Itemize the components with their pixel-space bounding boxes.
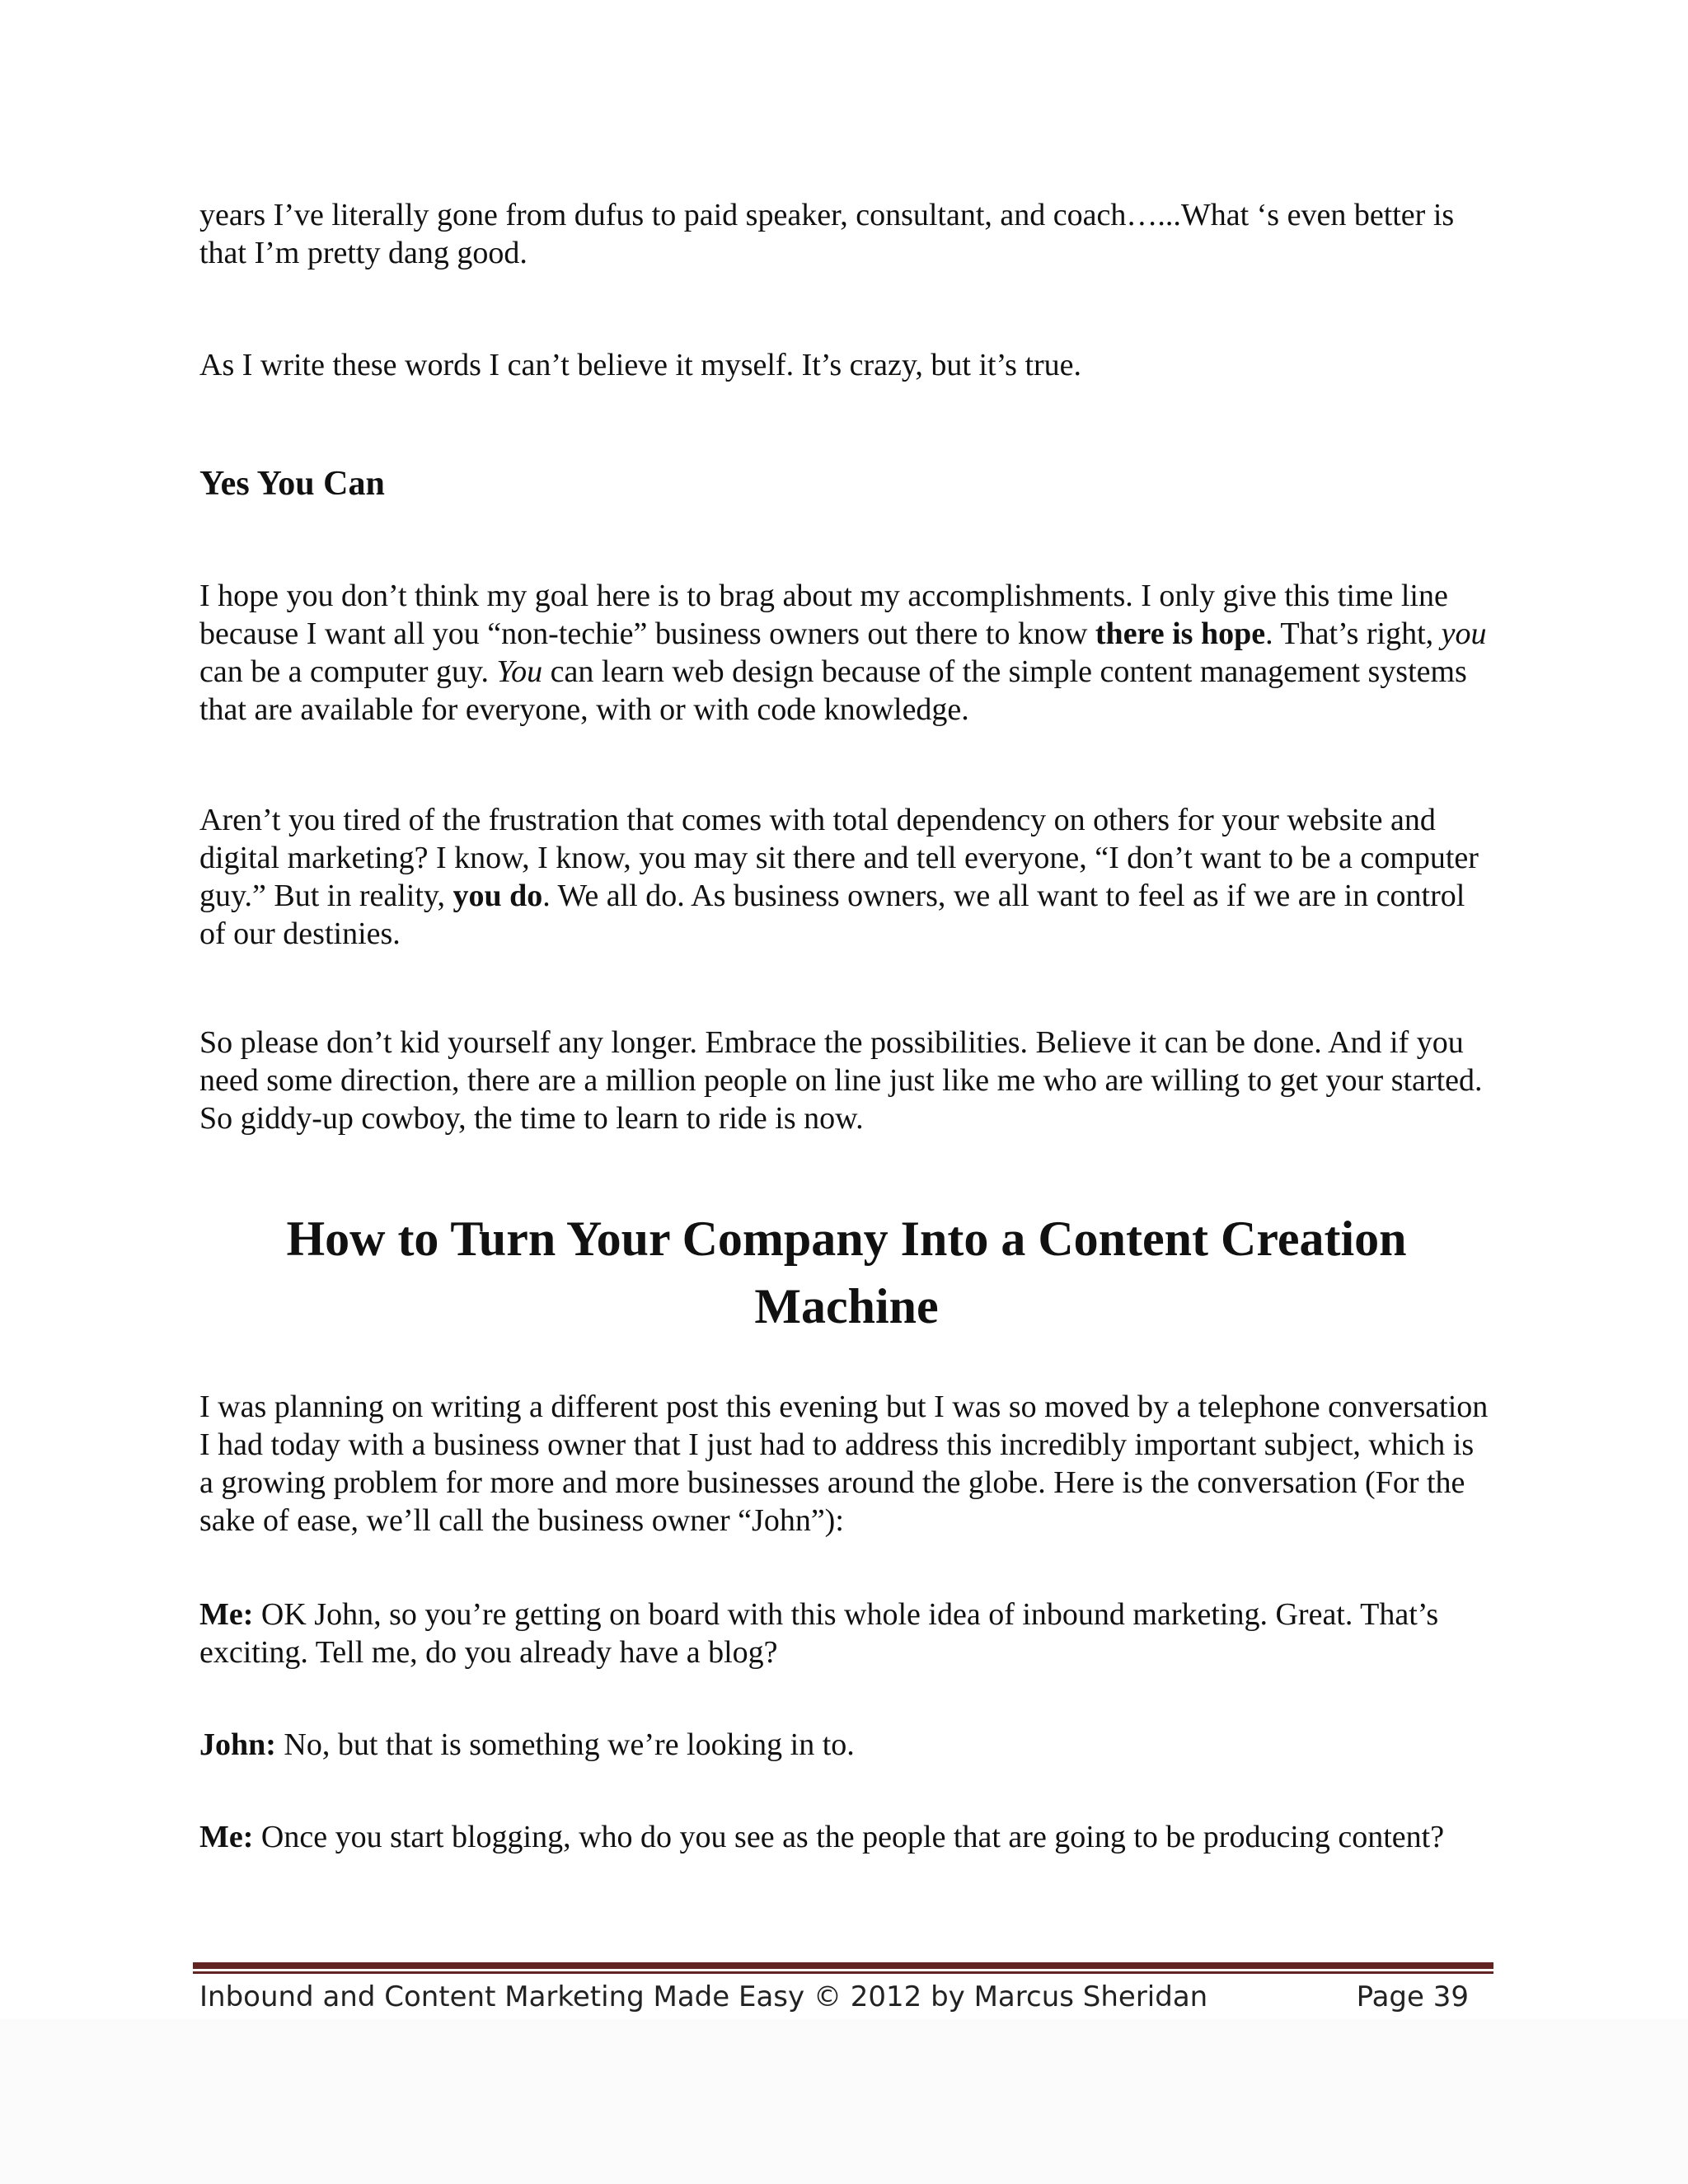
dialogue-text: No, but that is something we’re looking in to.	[275, 1727, 855, 1762]
bold-text: you do	[452, 879, 543, 913]
italic-text: You	[496, 654, 543, 689]
page-bottom-margin	[0, 2019, 1688, 2184]
chapter-paragraph-1: I was planning on writing a different post this evening but I was so moved by a telephone conversation I had today with a business owner that I just had to address this incredibly important subject, which is a growing problem for more and more businesses around the globe. Here is the conversation (For the sake of ease, we’ll call the business owner “John”):	[199, 1390, 1489, 1538]
yes-paragraph-3: So please don’t kid yourself any longer. Embrace the possibilities. Believe it can be done. And if you need some direction, there are a million people on line just like me who are willing to get your started. So giddy-up cowboy, the time to learn to ride is now.	[199, 1025, 1483, 1136]
intro-paragraph-1: years I’ve literally gone from dufus to paid speaker, consultant, and coach…...What ‘s even better is that I’m pretty dang good.	[199, 198, 1455, 270]
dialogue-line	[199, 1596, 1493, 1671]
speaker-label: Me:	[199, 1597, 254, 1632]
page-number: Page 39	[1356, 1980, 1469, 2013]
text-run: . That’s right,	[1265, 616, 1442, 651]
italic-text: you	[1441, 616, 1487, 651]
text-run: . We all do. As business owners, we all want to feel as if we are in control of our destinies.	[199, 879, 1465, 951]
chapter-title	[199, 1205, 1493, 1340]
dialogue-line	[199, 1818, 1493, 1856]
page-footer	[199, 1976, 1469, 2018]
yes-paragraph-1	[199, 577, 1493, 729]
footer-divider-thin	[193, 1971, 1493, 1974]
speaker-label: Me:	[199, 1820, 254, 1854]
intro-paragraph-2: As I write these words I can’t believe it myself. It’s crazy, but it’s true.	[199, 348, 1082, 382]
bold-text: there is hope	[1095, 616, 1266, 651]
text-run: I hope you don’t think my goal here is to brag about my accomplishments. I only give this time line because I want all you “non-techie” business owners out there to know	[199, 579, 1448, 651]
section-heading-yes-you-can: Yes You Can	[199, 465, 385, 503]
dialogue-text: OK John, so you’re getting on board with this whole idea of inbound marketing. Great. That’s exciting. Tell me, do you already have a blog?	[199, 1597, 1439, 1670]
text-run: can learn web design because of the simple content management systems that are available for everyone, with or with code knowledge.	[199, 654, 1467, 727]
dialogue-line	[199, 1726, 1493, 1764]
text-run: can be a computer guy.	[199, 654, 497, 689]
text-run: Aren’t you tired of the frustration that comes with total dependency on others for your website and digital marketing? I know, I know, you may sit there and tell everyone, “I don’t want to be a computer guy.” But in reality,	[199, 803, 1479, 913]
yes-paragraph-2	[199, 801, 1493, 953]
chapter-title-line-2: Machine	[754, 1279, 939, 1333]
footer-divider-thick	[193, 1962, 1493, 1969]
speaker-label: John:	[199, 1727, 276, 1762]
dialogue-text: Once you start blogging, who do you see as the people that are going to be producing content?	[253, 1820, 1445, 1854]
footer-copyright: Inbound and Content Marketing Made Easy © 2012 by Marcus Sheridan	[199, 1980, 1208, 2013]
chapter-title-line-1: How to Turn Your Company Into a Content Creation	[286, 1212, 1407, 1266]
